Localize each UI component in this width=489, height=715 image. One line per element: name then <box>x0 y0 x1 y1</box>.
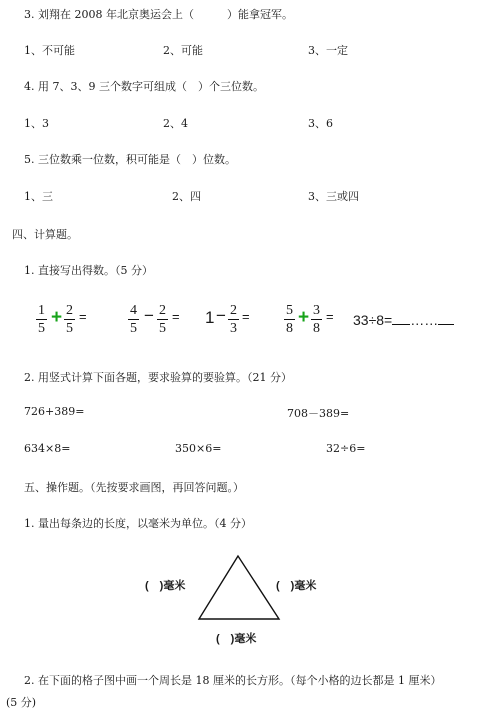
equals-sign: = <box>242 309 250 324</box>
fraction-1-a <box>36 302 47 337</box>
section-5-title: 五、操作题。（先按要求画图，再回答问题。） <box>24 481 244 494</box>
answer-blank <box>392 324 410 325</box>
calc-634-times-8: 634×8= <box>24 442 71 455</box>
minus-sign: − <box>216 306 226 325</box>
section-5-part-2-score: (5 分) <box>6 696 37 709</box>
q3-option-2: 2、可能 <box>163 44 203 57</box>
fraction-4-b <box>311 302 322 337</box>
left-side-label: ( )毫米 <box>145 580 186 592</box>
section-5-part-2-title: 2. 在下面的格子图中画一个周长是 18 厘米的长方形。（每个小格的边长都是 1 厘米） <box>24 674 442 687</box>
fraction-numerator: 2 <box>66 303 73 318</box>
calc-708-minus-389: 708－389= <box>287 407 350 420</box>
question-4-text: 4. 用 7、3、9 三个数字可组成（ ）个三位数。 <box>24 80 264 93</box>
fraction-numerator: 2 <box>159 303 166 318</box>
bottom-side-label: ( )毫米 <box>216 633 257 645</box>
equals-sign: = <box>172 309 180 324</box>
fraction-denominator: 3 <box>230 321 237 336</box>
calc-350-times-6: 350×6= <box>175 442 222 455</box>
q3-option-1: 1、不可能 <box>24 44 75 57</box>
section-4-part-2-title: 2. 用竖式计算下面各题，要求验算的要验算。（21 分） <box>24 371 292 384</box>
fraction-denominator: 5 <box>159 321 166 336</box>
fraction-numerator: 4 <box>130 303 137 318</box>
q3-option-3: 3、一定 <box>308 44 348 57</box>
fraction-numerator: 3 <box>313 303 320 318</box>
calc-32-div-6: 32÷6= <box>326 442 366 455</box>
division-problem <box>353 312 454 328</box>
q4-option-2: 2、4 <box>163 117 188 130</box>
equals-sign: = <box>79 309 87 324</box>
fraction-numerator: 5 <box>286 303 293 318</box>
q5-option-2: 2、四 <box>172 190 201 203</box>
q4-option-3: 3、6 <box>308 117 333 130</box>
q5-option-3: 3、三或四 <box>308 190 359 203</box>
whole-number: 1 <box>205 308 215 327</box>
section-4-title: 四、计算题。 <box>12 228 78 241</box>
plus-sign: + <box>51 307 63 328</box>
fraction-2-a <box>128 302 139 337</box>
equals-sign: = <box>326 309 334 324</box>
division-expression: 33÷8= <box>353 312 393 328</box>
minus-sign: − <box>144 306 154 325</box>
q5-option-1: 1、三 <box>24 190 53 203</box>
fraction-3-b <box>228 302 239 337</box>
section-5-part-1-title: 1. 量出每条边的长度，以毫米为单位。（4 分） <box>24 517 252 530</box>
q4-option-1: 1、3 <box>24 117 49 130</box>
remainder-dots: …… <box>410 312 439 328</box>
fraction-numerator: 2 <box>230 303 237 318</box>
remainder-blank <box>438 324 454 325</box>
fraction-denominator: 5 <box>38 321 45 336</box>
fraction-denominator: 8 <box>286 321 293 336</box>
right-side-label: ( )毫米 <box>276 580 317 592</box>
fraction-numerator: 1 <box>38 303 45 318</box>
fraction-1-b <box>64 302 75 337</box>
plus-sign: + <box>298 307 310 328</box>
question-3-text: 3. 刘翔在 2008 年北京奥运会上（ ）能拿冠军。 <box>24 8 293 21</box>
fraction-denominator: 5 <box>130 321 137 336</box>
triangle-figure <box>195 552 285 624</box>
fraction-2-b <box>157 302 168 337</box>
fraction-denominator: 8 <box>313 321 320 336</box>
fraction-denominator: 5 <box>66 321 73 336</box>
calc-726-plus-389: 726+389= <box>24 405 85 418</box>
section-4-part-1-title: 1. 直接写出得数。（5 分） <box>24 264 153 277</box>
question-5-text: 5. 三位数乘一位数，积可能是（ ）位数。 <box>24 153 236 166</box>
fraction-4-a <box>284 302 295 337</box>
